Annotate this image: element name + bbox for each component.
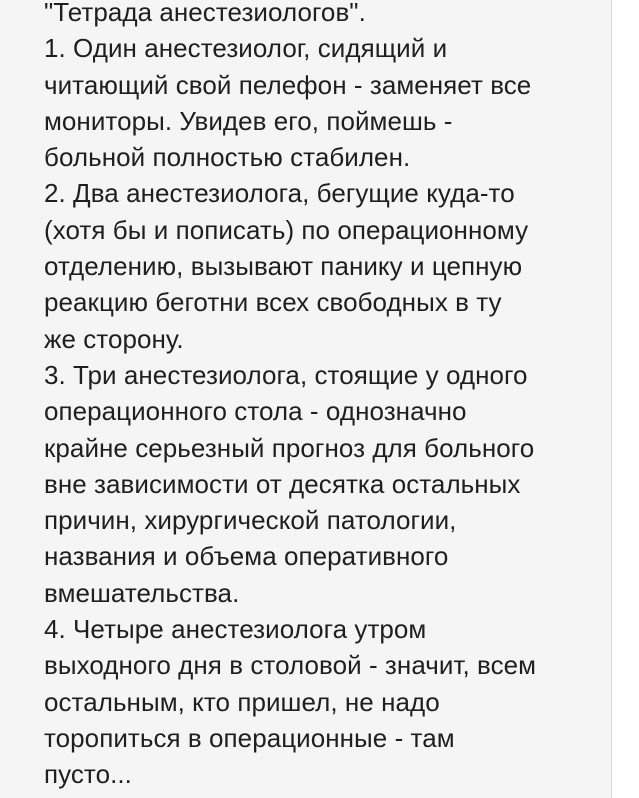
post-body-text [44,0,609,793]
text-line: (хотя бы и пописать) по операционному [44,214,529,245]
text-line: пусто... [44,759,132,790]
text-line: 3. Три анестезиолога, стоящие у одного [44,359,528,390]
text-line: 1. Один анестезиолог, сидящий и [44,33,448,64]
text-line: же сторону. [44,323,184,354]
text-line: мониторы. Увидев его, поймешь - [44,105,453,136]
text-line: выходного дня в столовой - значит, всем [44,650,537,681]
text-line: названия и объема оперативного [44,541,449,572]
text-line: отделению, вызывают панику и цепную [44,251,523,282]
text-line: реакцию беготни всех свободных в ту [44,287,502,318]
text-line: больной полностью стабилен. [44,142,411,173]
text-line: 2. Два анестезиолога, бегущие куда-то [44,178,515,209]
text-line: вмешательства. [44,577,240,608]
text-line: причин, хирургической патологии, [44,505,457,536]
text-line: торопиться в операционные - там [44,722,455,753]
text-line: операционного стола - однозначно [44,396,467,427]
text-line: "Тетрада анестезиологов". [44,0,366,27]
text-line: вне зависимости от десятка остальных [44,468,521,499]
text-line: 4. Четыре анестезиолога утром [44,614,427,645]
text-line: читающий свой пелефон - заменяет все [44,69,532,100]
text-line: остальным, кто пришел, не надо [44,686,440,717]
text-line: крайне серьезный прогноз для больного [44,432,535,463]
panel-divider [611,0,612,798]
